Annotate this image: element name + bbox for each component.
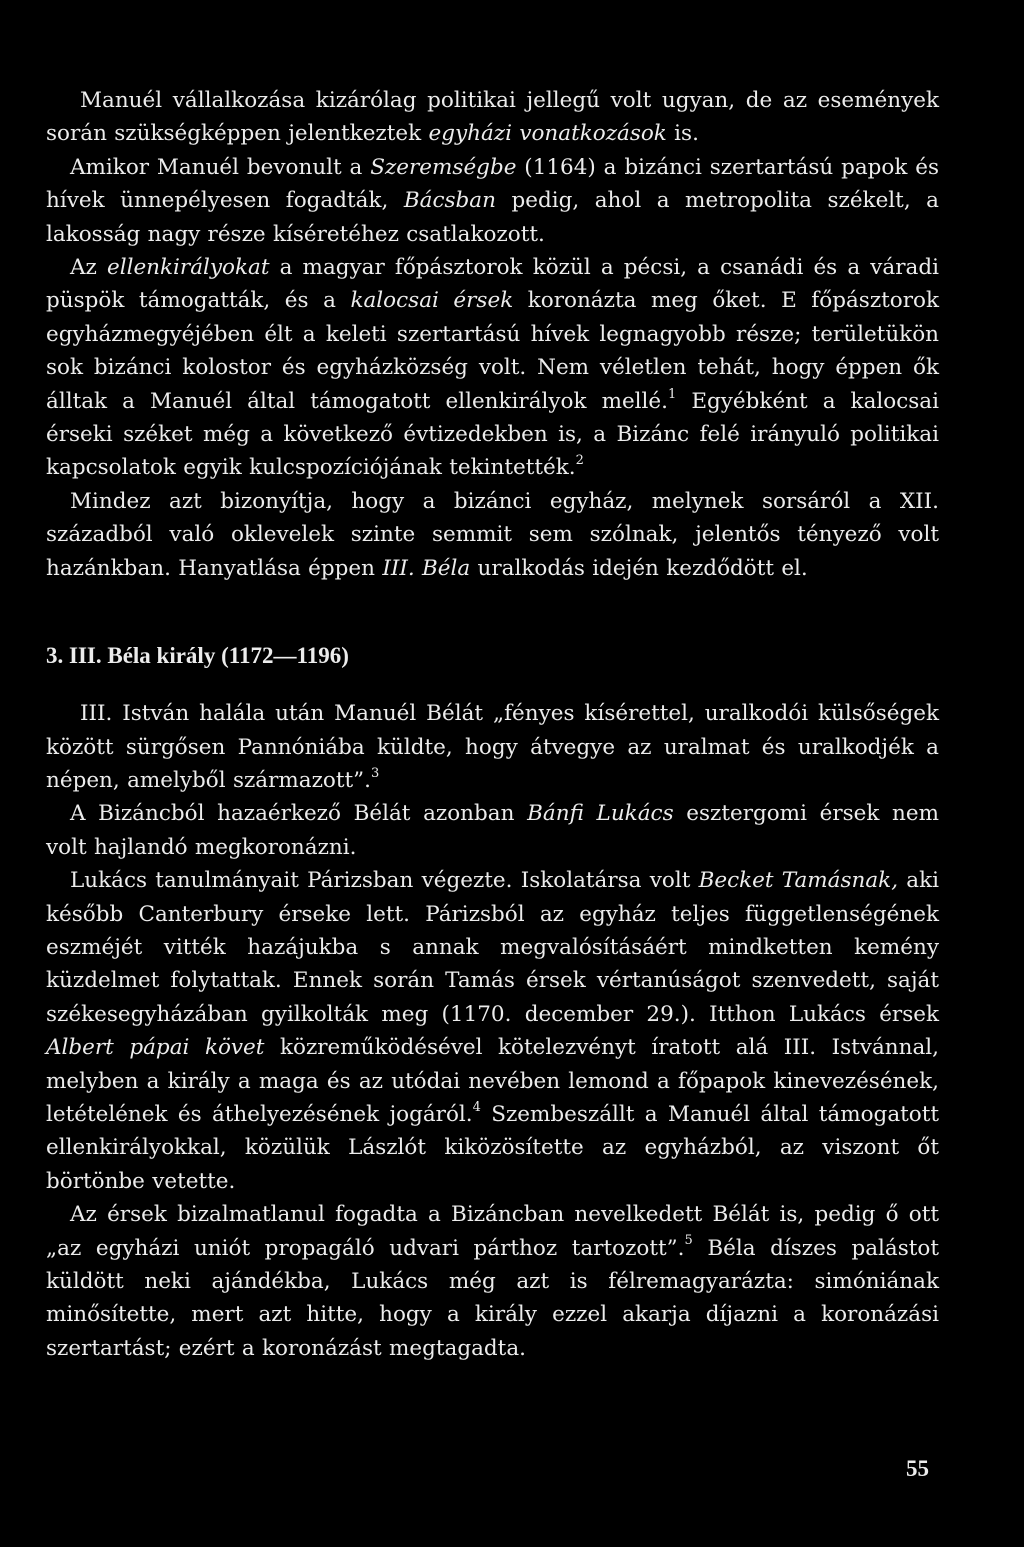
- paragraph-istvan-death: III. István halála után Manuél Bélát „fényes kísérettel, uralkodói külsőségek között sürgősen Pannóniába küldte, hogy átvegye az uralmat és uralkodjék a népen, amelyből származott”.$^3$: [46, 701, 939, 793]
- italic-phrase: Albert pápai követ: [46, 1035, 265, 1061]
- paragraph-lukacs-studies: Lukács tanulmányait Párizsban végezte. Iskolatársa volt Becket Tamásnak, aki később Canterbury érseke lett. Párizsból az egyház teljes függetlenségének eszméjét vitték hazájukba s annak megvalósításáért mindketten kemény küzdelmet folytattak. Ennek során Tamás érsek vértanúságot szenvedett, saját székesegyházában gyilkolták meg (1170. december 29.). Itthon Lukács érsek Albert pápai követ közreműködésével kötelezvényt íratott alá III. Istvánnal, melyben a király a maga és az utódai nevében lemond a főpapok kinevezésének, letételének és áthelyezésének jogáról.$^4$ Szembeszállt a Manuél által támogatott ellenkirályokkal, közülük Lászlót kiközösítette az egyházból, az viszont őt börtönbe vetette.: [46, 868, 940, 1194]
- paragraph-banfi-lukacs: A Bizáncból hazaérkező Bélát azonban Bánfi Lukács esztergomi érsek nem volt hajlandó megkoronázni.: [46, 801, 939, 860]
- paragraph-antikings: Az ellenkirályokat a magyar főpásztorok közül a pécsi, a csanádi és a váradi püspök támogatták, és a kalocsai érsek koronázta meg őket. E főpásztorok egyházmegyéjében élt a keleti szertartású hívek legnagyobb része; területükön sok bizánci kolostor és egyházközség volt. Nem véletlen tehát, hogy éppen ők álltak a Manuél által támogatott ellenkirályok mellé.$^1$ Egyébként a kalocsai érseki széket még a következő évtizedekben is, a Bizánc felé irányuló politikai kapcsolatok egyik kulcspozíciójának tekintették.$^2$: [46, 255, 939, 481]
- italic-phrase: Szeremségbe: [370, 154, 517, 180]
- italic-phrase: Bácsban: [403, 188, 496, 214]
- italic-phrase: III. Béla: [382, 555, 471, 581]
- footnote-marker: 3: [370, 765, 380, 781]
- italic-phrase: egyházi vonatkozások: [428, 121, 667, 147]
- footnote-marker: 5: [684, 1233, 693, 1249]
- italic-phrase: Bánfi Lukács: [527, 801, 674, 827]
- page-number: 55: [906, 1456, 929, 1481]
- section-heading: 3. III. Béla király (1172—1196): [46, 643, 349, 669]
- paragraph-byzantine-church: Mindez azt bizonyítja, hogy a bizánci egyház, melynek sorsáról a XII. századból való oklevelek szinte semmit sem szólnak, jelentős tényező volt hazánkban. Hanyatlása éppen III. Béla uralkodás idején kezdődött el.: [46, 488, 939, 581]
- italic-phrase: Becket Tamásnak,: [698, 868, 899, 894]
- page-body: [46, 84, 939, 1365]
- paragraph-szeremseg: Amikor Manuél bevonult a Szeremségbe (1164) a bizánci szertartású papok és hívek ünnepélyesen fogadták, Bácsban pedig, ahol a metropolita székelt, a lakosság nagy része kíséretéhez csatlakozott.: [46, 154, 940, 247]
- italic-phrase: ellenkirályokat: [106, 255, 270, 281]
- footnote-marker: 2: [575, 453, 584, 469]
- paragraph-coronation-refused: Az érsek bizalmatlanul fogadta a Bizáncban nevelkedett Bélát is, pedig ő ott „az egyházi uniót propagáló udvari párthoz tartozott”.$^5$ Béla díszes palástot küldött neki ajándékba, Lukács még azt is félremagyarázta: simóniának minősítette, mert azt hitte, hogy a király ezzel akarja díjazni a koronázási szertartást; ezért a koronázást megtagadta.: [46, 1202, 939, 1361]
- italic-phrase: kalocsai érsek: [350, 288, 514, 314]
- footnote-marker: 1: [668, 386, 677, 402]
- footnote-marker: 4: [472, 1099, 481, 1115]
- paragraph-manuel-venture: Manuél vállalkozása kizárólag politikai jellegű volt ugyan, de az események során szükségképpen jelentkeztek egyházi vonatkozások is.: [46, 88, 939, 147]
